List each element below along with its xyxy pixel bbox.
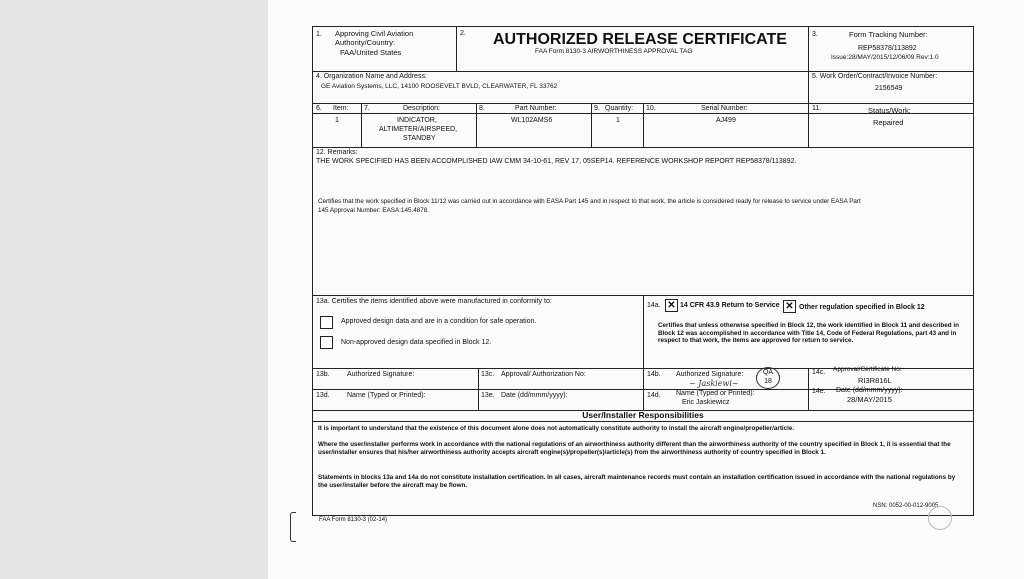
other-regulation-label: Other regulation specified in Block 12: [799, 304, 925, 311]
form-subtitle: FAA Form 8130-3 AIRWORTHINESS APPROVAL TAG: [535, 48, 693, 55]
block14e-number: 14e.: [812, 388, 826, 395]
h7-label: Description:: [403, 105, 440, 112]
binder-clip: [290, 512, 296, 542]
block5-label: 5. Work Order/Contract/Invoice Number:: [812, 73, 938, 80]
approval-certificate-number: RI3R816L: [858, 376, 892, 385]
block14c-number: 14c.: [812, 369, 826, 376]
block1-label-line2: Authority/Country:: [335, 38, 396, 47]
return-to-service-label: 14 CFR 43.9 Return to Service: [680, 302, 780, 309]
block14d-number: 14d.: [647, 392, 661, 399]
block1-country: FAA/United States: [340, 48, 402, 57]
block13e-number: 13e.: [481, 392, 495, 399]
tracking-number: REP58378/113892: [858, 45, 917, 52]
tracking-issue: Issue:28/MAY/2015/12/06/09 Rev:1.0: [831, 54, 939, 61]
item-desc-line2: ALTIMETER/AIRSPEED,: [379, 126, 458, 133]
part43-certification: Certifies that unless otherwise specified in Block 12, the work identified in Block 11 and described in Block 12 was accomplished in accordance with Title 14, Code of Federal Regulations, part 43 and in respect to that work, the items are approved for return to service.: [658, 322, 959, 345]
non-approved-design-checkbox[interactable]: [320, 336, 333, 349]
responsibility-paragraph-1: It is important to understand that the existence of this document alone does not automatically constitute authority to install the aircraft engine/propeller/article.: [318, 425, 795, 432]
document-page: [268, 0, 1024, 579]
block13c-number: 13c.: [481, 371, 495, 378]
block13b-label: Authorized Signature:: [347, 371, 415, 378]
h9-num: 9.: [594, 105, 600, 112]
block4-label: 4. Organization Name and Address:: [316, 73, 427, 80]
block13b-number: 13b.: [316, 371, 330, 378]
approved-design-checkbox[interactable]: [320, 316, 333, 329]
block2-number: 2.: [460, 30, 466, 37]
quantity: 1: [616, 117, 620, 124]
h10-label: Serial Number:: [701, 105, 748, 112]
work-order-number: 2156549: [875, 85, 903, 92]
printed-name: Eric Jaskiewicz: [682, 399, 730, 406]
inspection-stamp: QA 18: [756, 367, 780, 389]
block14d-label: Name (Typed or Printed):: [676, 390, 755, 397]
block13a-label: 13a. Certifies the items identified above were manufactured in conformity to:: [316, 298, 552, 305]
form-title: AUTHORIZED RELEASE CERTIFICATE: [493, 31, 787, 48]
block13e-label: Date (dd/mmm/yyyy):: [501, 392, 568, 399]
h8-label: Part Number:: [515, 105, 557, 112]
user-installer-title: User/Installer Responsibilities: [582, 410, 704, 420]
part-number: WL102AMS6: [511, 117, 553, 124]
block1-number: 1.: [316, 31, 322, 38]
h7-num: 7.: [364, 105, 370, 112]
status-work: Repaired: [873, 118, 904, 127]
block12-label: 12. Remarks:: [316, 149, 358, 156]
block14b-number: 14b.: [647, 371, 661, 378]
h10-num: 10.: [646, 105, 656, 112]
return-to-service-checkbox[interactable]: ✕: [665, 299, 678, 312]
release-date: 28/MAY/2015: [847, 395, 892, 404]
h6-num: 6.: [316, 105, 322, 112]
block13d-number: 13d.: [316, 392, 330, 399]
block3-number: 3.: [812, 31, 818, 38]
other-regulation-checkbox[interactable]: ✕: [783, 300, 796, 313]
remarks-text: THE WORK SPECIFIED HAS BEEN ACCOMPLISHED IAW CMM 34-10-61, REV 17, 05SEP14. REFERENCE WORKSHOP REPORT REP58378/113892.: [316, 158, 797, 165]
item-desc-line1: INDICATOR,: [397, 117, 437, 124]
non-approved-design-label: Non-approved design data specified in Block 12.: [341, 339, 492, 346]
approved-design-label: Approved design data and are in a condition for safe operation.: [341, 318, 537, 325]
easa-cert-line2: 145 Approval Number: EASA:145.4878.: [318, 207, 429, 214]
easa-cert-line1: Certifies that the work specified in Block 11/12 was carried out in accordance with EASA Part 145 and in respect to that work, the article is considered ready for release to service under EASA Part: [318, 198, 861, 205]
block13c-label: Approval/ Authorization No:: [501, 371, 586, 378]
organization-address: GE Aviation Systems, LLC, 14100 ROOSEVELT BVLD, CLEARWATER, FL 33762: [321, 83, 558, 90]
h11-label: Status/Work:: [868, 106, 911, 115]
item-number: 1: [335, 117, 339, 124]
h11-num: 11.: [812, 105, 822, 112]
block14b-label: Authorized Signature:: [676, 371, 744, 378]
responsibility-paragraph-3: Statements in blocks 13a and 14a do not constitute installation certification. In all cases, aircraft maintenance records must contain an installation certification issued in accordance with the national regulations by the user/installer before the aircraft may be flown.: [318, 474, 956, 489]
block14e-label: Date (dd/mmm/yyyy):: [836, 387, 903, 394]
block1-label-line1: Approving Civil Aviation: [335, 29, 414, 38]
h6-label: Item:: [333, 105, 349, 112]
block3-label: Form Tracking Number:: [849, 30, 928, 39]
block13d-label: Name (Typed or Printed):: [347, 392, 426, 399]
form-revision: FAA Form 8130-3 (02-14): [319, 517, 388, 523]
block14c-label: Approval/Certificate No:: [833, 366, 902, 373]
item-desc-line3: STANDBY: [403, 135, 436, 142]
hole-punch-mark: [928, 506, 952, 530]
nsn-number: NSN: 0052-00-012-9005: [873, 503, 939, 509]
h8-num: 8.: [479, 105, 485, 112]
h9-label: Quantity:: [605, 105, 634, 112]
authorized-signature: ~ Jaskiewi~: [689, 379, 739, 388]
serial-number: AJ499: [716, 117, 736, 124]
block14a-number: 14a.: [647, 302, 661, 309]
certificate-form: [312, 26, 974, 516]
responsibility-paragraph-2: Where the user/installer performs work in accordance with the national regulations of an airworthiness authority different than the airworthiness authority of the country specified in Block 1, it is essential that the user/installer ensures that his/her airworthiness authority accepts aircraft engine(s)/propeller(s)/article(s) from the airworthiness authority of country specified in Block 1.: [318, 441, 951, 456]
